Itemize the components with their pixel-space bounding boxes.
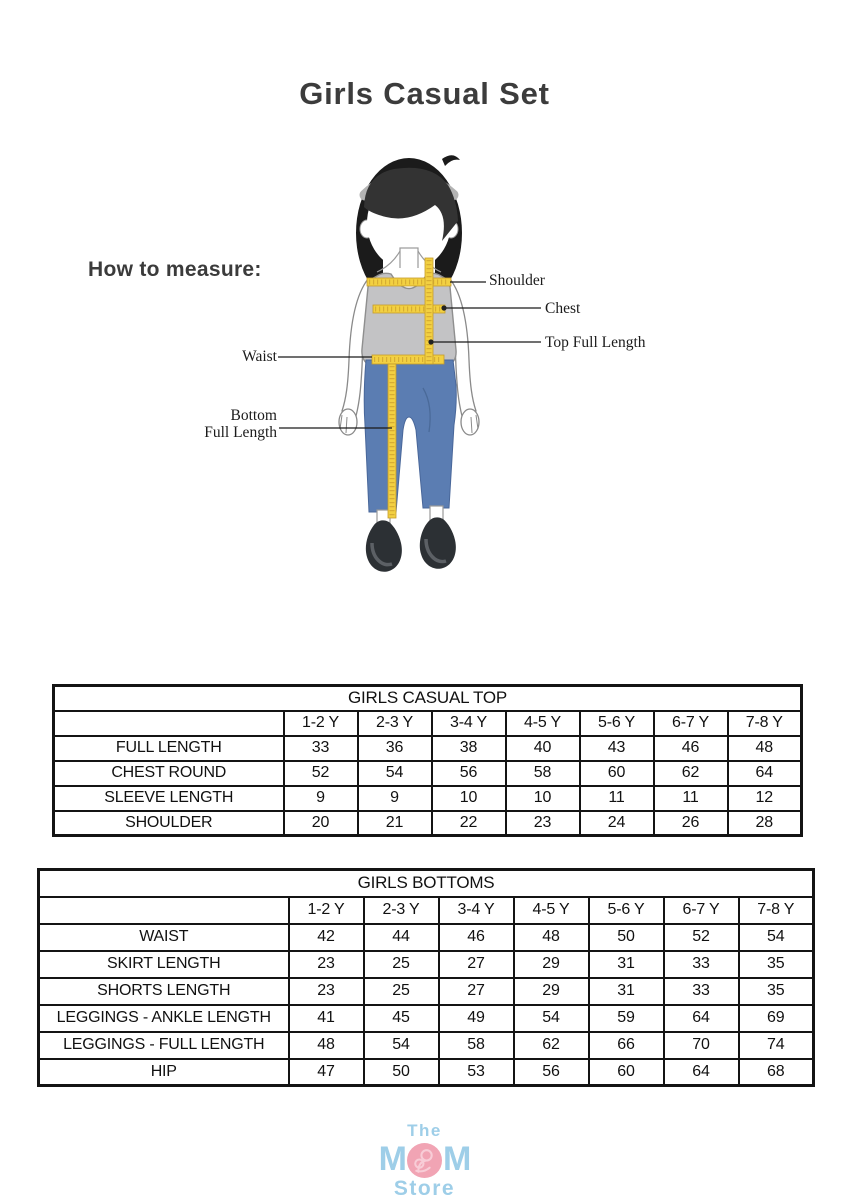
measurement-value-cell: 40 <box>506 736 580 761</box>
measurement-value-cell: 22 <box>432 811 506 836</box>
size-column-header: 7-8 Y <box>728 711 802 736</box>
bottom-length-tape-icon <box>388 364 396 518</box>
size-column-header: 6-7 Y <box>664 897 739 924</box>
page-title: Girls Casual Set <box>299 76 550 111</box>
table-row <box>39 951 814 978</box>
measurement-value-cell: 58 <box>439 1032 514 1059</box>
measurement-value-cell: 54 <box>739 924 814 951</box>
size-column-header: 4-5 Y <box>506 711 580 736</box>
table-title: GIRLS BOTTOMS <box>39 870 814 897</box>
measurement-value-cell: 68 <box>739 1059 814 1086</box>
measurement-value-cell: 31 <box>589 951 664 978</box>
measurement-value-cell: 60 <box>580 761 654 786</box>
measurement-value-cell: 25 <box>364 978 439 1005</box>
measurement-value-cell: 29 <box>514 951 589 978</box>
brand-logo <box>0 1122 849 1199</box>
mom-and-baby-icon <box>407 1143 442 1178</box>
girls-bottoms-table <box>37 868 815 1087</box>
measurement-value-cell: 24 <box>580 811 654 836</box>
measurement-value-cell: 12 <box>728 786 802 811</box>
measurement-value-cell: 64 <box>728 761 802 786</box>
measurement-value-cell: 62 <box>514 1032 589 1059</box>
measurement-value-cell: 21 <box>358 811 432 836</box>
size-column-header: 2-3 Y <box>364 897 439 924</box>
size-column-header: 1-2 Y <box>289 897 364 924</box>
measurement-value-cell: 25 <box>364 951 439 978</box>
measurement-row-label: HIP <box>39 1059 289 1086</box>
measurement-value-cell: 42 <box>289 924 364 951</box>
measurement-row-label: SLEEVE LENGTH <box>54 786 284 811</box>
measurement-value-cell: 23 <box>289 951 364 978</box>
measurement-value-cell: 31 <box>589 978 664 1005</box>
measurement-value-cell: 59 <box>589 1005 664 1032</box>
size-column-header: 6-7 Y <box>654 711 728 736</box>
girls-casual-top-table <box>52 684 803 837</box>
measurement-value-cell: 52 <box>664 924 739 951</box>
measurement-value-cell: 48 <box>289 1032 364 1059</box>
measurement-row-label: SKIRT LENGTH <box>39 951 289 978</box>
table-row <box>39 1032 814 1059</box>
logo-letter-m-left: M <box>378 1140 406 1178</box>
measurement-row-label: SHORTS LENGTH <box>39 978 289 1005</box>
measurement-value-cell: 29 <box>514 978 589 1005</box>
table-row <box>54 811 802 836</box>
logo-letter-m-right: M <box>443 1140 471 1178</box>
table-row <box>54 736 802 761</box>
measurement-value-cell: 46 <box>654 736 728 761</box>
size-column-header: 2-3 Y <box>358 711 432 736</box>
measurement-value-cell: 36 <box>358 736 432 761</box>
pants-icon <box>364 360 456 512</box>
measurement-value-cell: 44 <box>364 924 439 951</box>
table-row <box>39 924 814 951</box>
measurement-value-cell: 47 <box>289 1059 364 1086</box>
measurement-value-cell: 27 <box>439 951 514 978</box>
how-to-measure-heading: How to measure: <box>88 258 262 281</box>
measurement-value-cell: 58 <box>506 761 580 786</box>
chest-label: Chest <box>545 300 581 317</box>
measurement-value-cell: 50 <box>589 924 664 951</box>
measurement-value-cell: 54 <box>358 761 432 786</box>
table-row <box>39 978 814 1005</box>
measurement-row-label: CHEST ROUND <box>54 761 284 786</box>
measurement-value-cell: 54 <box>514 1005 589 1032</box>
size-column-header: 3-4 Y <box>432 711 506 736</box>
measurement-value-cell: 49 <box>439 1005 514 1032</box>
measurement-value-cell: 62 <box>654 761 728 786</box>
measurement-value-cell: 54 <box>364 1032 439 1059</box>
measurement-value-cell: 11 <box>580 786 654 811</box>
bottom-full-length-label <box>204 407 277 441</box>
top-full-length-label: Top Full Length <box>545 334 646 351</box>
size-column-header: 1-2 Y <box>284 711 358 736</box>
measurement-value-cell: 60 <box>589 1059 664 1086</box>
measurement-value-cell: 33 <box>664 978 739 1005</box>
measurement-value-cell: 10 <box>506 786 580 811</box>
table-row <box>39 1005 814 1032</box>
measurement-value-cell: 64 <box>664 1005 739 1032</box>
size-column-header: 3-4 Y <box>439 897 514 924</box>
measurement-value-cell: 33 <box>284 736 358 761</box>
shoes-icon <box>366 517 456 571</box>
table-title: GIRLS CASUAL TOP <box>54 686 802 711</box>
measurement-value-cell: 20 <box>284 811 358 836</box>
size-header-spacer <box>39 897 289 924</box>
measurement-value-cell: 56 <box>514 1059 589 1086</box>
size-header-spacer <box>54 711 284 736</box>
measurement-value-cell: 64 <box>664 1059 739 1086</box>
measurement-value-cell: 70 <box>664 1032 739 1059</box>
table-row <box>54 761 802 786</box>
measurement-row-label: LEGGINGS - FULL LENGTH <box>39 1032 289 1059</box>
measurement-value-cell: 9 <box>358 786 432 811</box>
table-row <box>39 1059 814 1086</box>
measurement-row-label: LEGGINGS - ANKLE LENGTH <box>39 1005 289 1032</box>
measurement-value-cell: 38 <box>432 736 506 761</box>
measurement-value-cell: 45 <box>364 1005 439 1032</box>
bottom-full-length-line1: Bottom <box>230 407 277 424</box>
measurement-value-cell: 66 <box>589 1032 664 1059</box>
girl-figure-illustration <box>180 145 660 590</box>
size-column-header: 7-8 Y <box>739 897 814 924</box>
top-length-tape-icon <box>425 258 433 364</box>
measurement-value-cell: 35 <box>739 951 814 978</box>
chest-tape-icon <box>373 305 445 313</box>
measurement-value-cell: 26 <box>654 811 728 836</box>
tfl-junction-dot <box>428 339 433 344</box>
measurement-row-label: SHOULDER <box>54 811 284 836</box>
measurement-value-cell: 69 <box>739 1005 814 1032</box>
measurement-value-cell: 48 <box>514 924 589 951</box>
measurement-value-cell: 56 <box>432 761 506 786</box>
measurement-value-cell: 50 <box>364 1059 439 1086</box>
measurement-value-cell: 74 <box>739 1032 814 1059</box>
measurement-value-cell: 35 <box>739 978 814 1005</box>
size-column-header: 4-5 Y <box>514 897 589 924</box>
measurement-value-cell: 53 <box>439 1059 514 1086</box>
shoulder-tape-icon <box>367 278 451 286</box>
measurement-value-cell: 27 <box>439 978 514 1005</box>
measurement-value-cell: 23 <box>506 811 580 836</box>
bottom-full-length-line2: Full Length <box>204 424 277 441</box>
measurement-value-cell: 46 <box>439 924 514 951</box>
measurement-row-label: FULL LENGTH <box>54 736 284 761</box>
measurement-value-cell: 23 <box>289 978 364 1005</box>
measurement-value-cell: 33 <box>664 951 739 978</box>
logo-text-mom <box>0 1141 849 1177</box>
measurement-row-label: WAIST <box>39 924 289 951</box>
size-column-header: 5-6 Y <box>580 711 654 736</box>
measurement-value-cell: 41 <box>289 1005 364 1032</box>
shoulder-label: Shoulder <box>489 272 545 289</box>
logo-text-the: The <box>407 1121 442 1140</box>
measurement-value-cell: 28 <box>728 811 802 836</box>
measurement-value-cell: 43 <box>580 736 654 761</box>
table-row <box>54 786 802 811</box>
logo-text-store: Store <box>393 1177 456 1200</box>
measurement-value-cell: 52 <box>284 761 358 786</box>
waist-label: Waist <box>242 348 277 365</box>
measurement-value-cell: 48 <box>728 736 802 761</box>
chest-junction-dot <box>441 305 446 310</box>
measurement-value-cell: 11 <box>654 786 728 811</box>
logo-mom-circle-icon <box>407 1143 442 1178</box>
measurement-value-cell: 9 <box>284 786 358 811</box>
measurement-value-cell: 10 <box>432 786 506 811</box>
size-column-header: 5-6 Y <box>589 897 664 924</box>
